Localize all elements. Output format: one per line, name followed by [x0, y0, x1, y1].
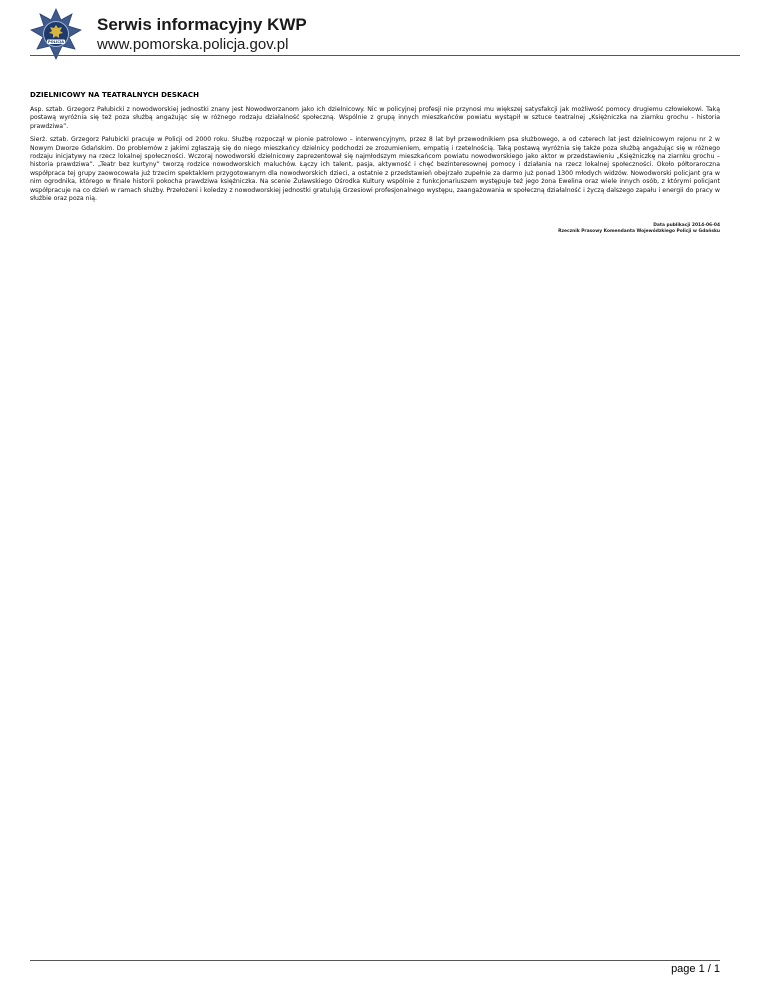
article-paragraph-intro: Asp. sztab. Grzegorz Pałubicki z nowodworskiej jednostki znany jest Nowodworzanom jako ich dzielnicowy. Nic w policyjnej profesji nie przynosi mu większej satysfakcji jak możliwość pomocy drugiemu człowiekowi. Taką postawą wyróżnia się też poza służbą angażując się w różnego rodzaju działalność społeczną. Wspólnie z grupą innych mieszkańców powiatu wystąpił w sztuce teatralnej „Księżniczka na ziarnku grochu - historia prawdziwa”.: [30, 106, 720, 130]
article-title: DZIELNICOWY NA TEATRALNYCH DESKACH: [30, 91, 199, 99]
article: [30, 90, 720, 208]
logo-text: POLICJA: [47, 40, 65, 44]
publication-date: Data publikacji 2014-06-04: [653, 223, 720, 228]
footer-divider: [30, 960, 720, 961]
site-url[interactable]: www.pomorska.policja.gov.pl: [97, 36, 289, 53]
page-header: [30, 8, 740, 54]
page-number: page 1 / 1: [671, 963, 720, 975]
article-paragraph-body: Sierż. sztab. Grzegorz Pałubicki pracuje w Policji od 2000 roku. Służbę rozpoczął w pionie patrolowo – interwencyjnym, przez 8 lat był przewodnikiem psa służbowego, a od czterech lat jest dzielnicowym rejonu nr 2 w Nowym Dworze Gdańskim. Do problemów z jakimi zgłaszają się do niego mieszkańcy dzielnicy podchodzi ze zrozumieniem, empatią i rzetelnością. Taką postawą wyróżnia się także poza służbą angażując się w różnego rodzaju inicjatywy na rzecz lokalnej społeczności. Wczoraj nowodworski dzielnicowy zaprezentował się najmłodszym mieszkańcom powiatu nowodworskiego jako aktor w przedstawieniu „Księżniczkę na ziarnku grochu – historia prawdziwa”. „Teatr bez kurtyny” tworzą rodzice nowodworskich maluchów. Łączy ich talent, pasja, aktywność i chęć bezinteresownej pomocy i działania na rzecz lokalnej społeczności. Około półtoraroczna współpraca tej grupy zaowocowała już trzecim spektaklem przygotowanym dla nowodworskich dzieci, a ostatnie z przedstawień obejrzało zupełnie za darmo już ponad 1300 młodych widzów. Nowodworski policjant gra w nim ogrodnika, którego w finale historii pokocha prawdziwa księżniczka. Na scenie Żuławskiego Ośrodka Kultury wspólnie z funkcjonariuszem występuje też jego żona Ewelina oraz wiele innych osób, z którymi policjant współpracuje na co dzień w ramach służby. Przełożeni i koledzy z nowodworskiej jednostki gratulują Grzesiowi profesjonalnego występu, zaangażowania w społeczną działalność i życzą dalszego zapału i energii do pracy w służbie oraz poza nią.: [30, 136, 720, 203]
article-author: Rzecznik Prasowy Komendanta Wojewódzkiego Policji w Gdańsku: [558, 229, 720, 234]
publication-meta: [420, 223, 720, 235]
police-star-badge-icon: [30, 8, 82, 60]
site-title: Serwis informacyjny KWP: [97, 15, 307, 34]
header-divider: [30, 55, 740, 56]
